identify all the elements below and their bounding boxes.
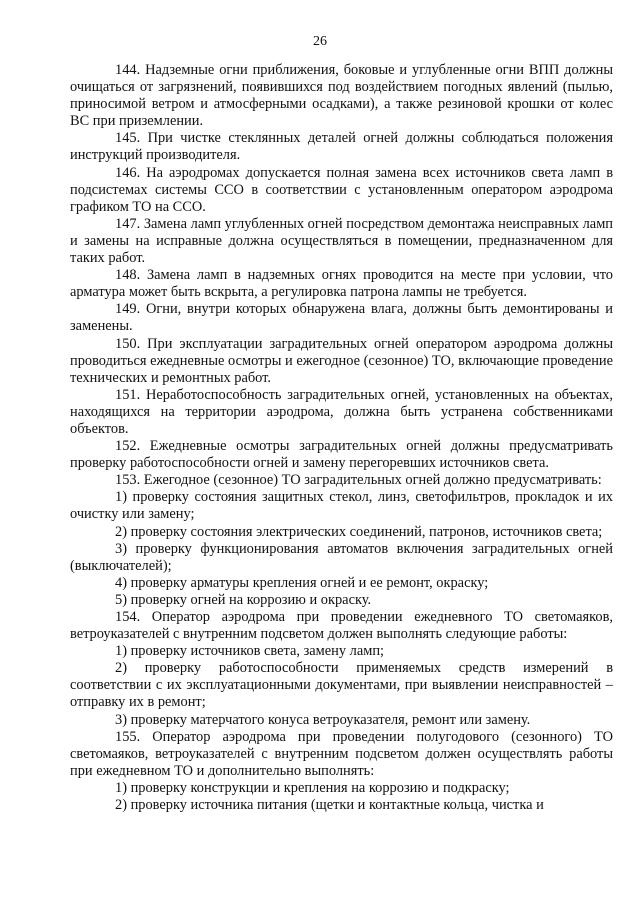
list-item: 1) проверку конструкции и крепления на коррозию и подкраску; <box>115 779 510 796</box>
paragraph-152: 152. Ежедневные осмотры заградительных огней должны предусматривать проверку работоспособности огней и замену перегоревших источников света. <box>70 438 613 472</box>
paragraph-145: 145. При чистке стеклянных деталей огней должны соблюдаться положения инструкций производителя. <box>70 130 613 164</box>
list-item: 1) проверку источников света, замену ламп; <box>115 643 385 660</box>
paragraph-147: 147. Замена ламп углубленных огней посредством демонтажа неисправных ламп и замены на исправные должна осуществляться в помещении, предназначенном для таких работ. <box>70 215 613 267</box>
list-item: 5) проверку огней на коррозию и окраску. <box>115 591 372 608</box>
page-number: 26 <box>313 34 327 49</box>
paragraph-146: 146. На аэродромах допускается полная замена всех источников света ламп в подсистемах системы ССО в соответствии с установленным оператором аэродрома графиком ТО на ССО. <box>70 164 613 215</box>
document-body <box>70 62 613 814</box>
paragraph-144: 144. Надземные огни приближения, боковые и углубленные огни ВПП должны очищаться от загрязнений, появившихся под воздействием погодных явлений (пылью, приносимой ветром и атмосферными осадками), а также резиновой крошки от колес ВС при приземлении. <box>70 62 613 130</box>
list-item: 2) проверку источника питания (щетки и контактные кольца, чистка и <box>115 797 544 814</box>
paragraph-149: 149. Огни, внутри которых обнаружена влага, должны быть демонтированы и заменены. <box>70 301 613 335</box>
list-item: 3) проверку функционирования автоматов включения заградительных огней (выключателей); <box>70 540 613 574</box>
paragraph-153: 153. Ежегодное (сезонное) ТО заградительных огней должно предусматривать: <box>115 472 602 489</box>
list-item: 1) проверку состояния защитных стекол, линз, светофильтров, прокладок и их очистку или замену; <box>70 489 613 523</box>
list-item: 3) проверку матерчатого конуса ветроуказателя, ремонт или замену. <box>115 711 531 728</box>
paragraph-151: 151. Неработоспособность заградительных огней, установленных на объектах, находящихся на территории аэродрома, должна быть устранена собственниками объектов. <box>70 386 613 437</box>
list-item: 2) проверку состояния электрических соединений, патронов, источников света; <box>115 523 603 540</box>
list-item: 2) проверку работоспособности применяемых средств измерений в соответствии с их эксплуатационными документами, при выявлении неисправностей – отправку их в ремонт; <box>70 660 613 711</box>
paragraph-150: 150. При эксплуатации заградительных огней оператором аэродрома должны проводиться ежедневные осмотры и ежегодное (сезонное) ТО, включающие проведение технических и ремонтных работ. <box>70 335 613 386</box>
list-item: 4) проверку арматуры крепления огней и ее ремонт, окраску; <box>115 574 489 591</box>
paragraph-155: 155. Оператор аэродрома при проведении полугодового (сезонного) ТО светомаяков, ветроуказателей с внутренним подсветом должен осуществлять работы при ежедневном ТО и дополнительно выполнять: <box>70 728 613 779</box>
paragraph-148: 148. Замена ламп в надземных огнях проводится на месте при условии, что арматура может быть вскрыта, а регулировка патрона лампы не требуется. <box>70 267 613 301</box>
paragraph-154: 154. Оператор аэродрома при проведении ежедневного ТО светомаяков, ветроуказателей с внутренним подсветом должен выполнять следующие работы: <box>70 609 613 643</box>
